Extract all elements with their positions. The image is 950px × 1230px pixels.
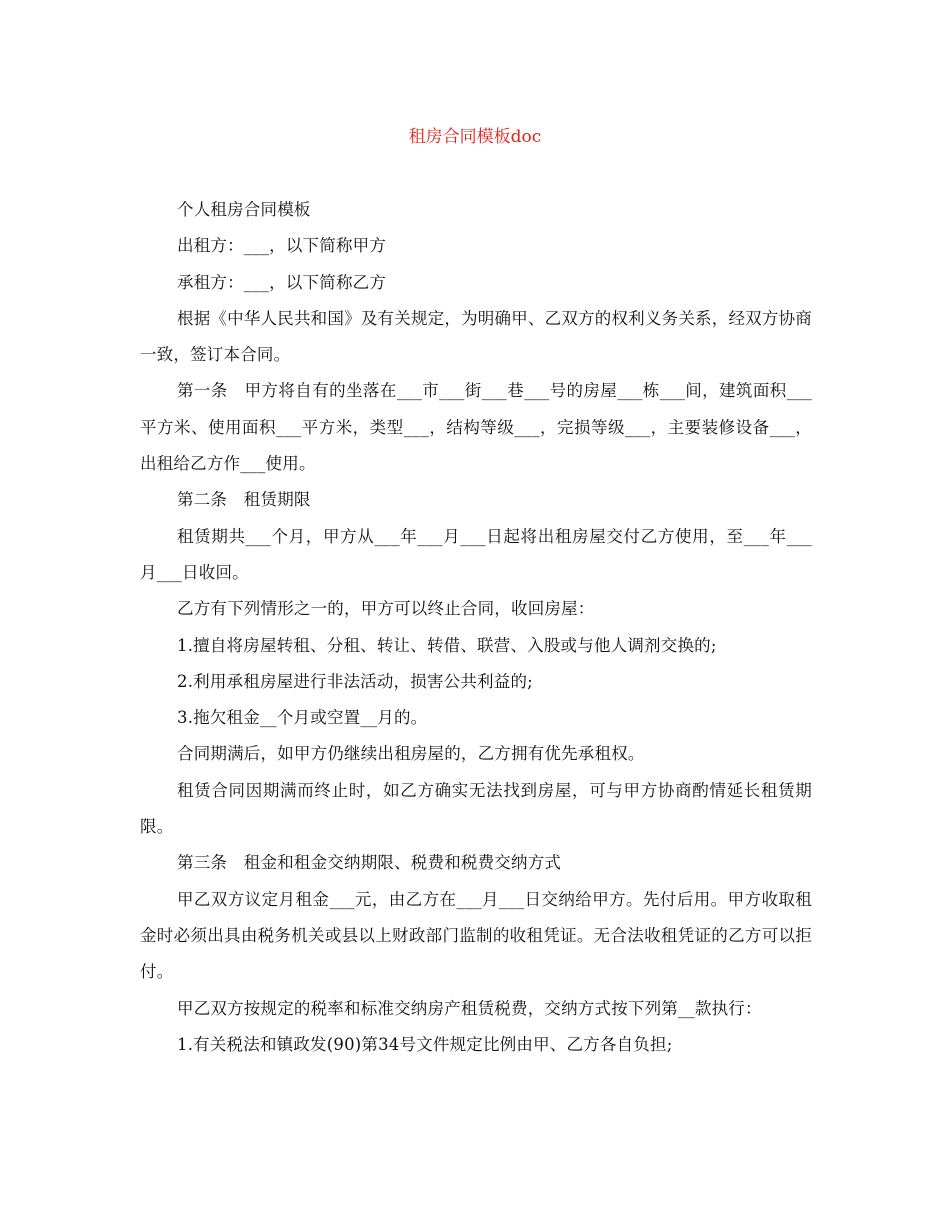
- list-item: 1.有关税法和镇政发(90)第34号文件规定比例由甲、乙方各自负担;: [177, 1034, 673, 1054]
- paragraph-preamble: 根据《中华人民共和国》及有关规定，为明确甲、乙双方的权利义务关系，经双方协商一致，签订本合同。: [140, 308, 812, 365]
- paragraph-extension: 租赁合同因期满而终止时，如乙方确实无法找到房屋，可与甲方协商酌情延长租赁期限。: [140, 780, 812, 837]
- document-title: 租房合同模板doc: [408, 127, 542, 147]
- paragraph-lease-term: 租赁期共___个月，甲方从___年___月___日起将出租房屋交付乙方使用，至___年___月___日收回。: [140, 526, 812, 582]
- list-item: 2.利用承租房屋进行非法活动，损害公共利益的;: [177, 671, 533, 691]
- paragraph-article-3-heading: 第三条 租金和租金交纳期限、税费和税费交纳方式: [177, 853, 562, 873]
- paragraph-lessee: 承租方：___，以下简称乙方: [177, 272, 387, 292]
- paragraph-termination-intro: 乙方有下列情形之一的，甲方可以终止合同，收回房屋：: [177, 599, 595, 619]
- document-body: [140, 192, 812, 1063]
- paragraph-lessor: 出租方：___，以下简称甲方: [177, 236, 387, 256]
- paragraph-article-1: 第一条 甲方将自有的坐落在___市___街___巷___号的房屋___栋___间，建筑面积___平方米、使用面积___平方米，类型___，结构等级___，完损等级___，主要装修设备___，出租给乙方作___使用。: [140, 381, 812, 474]
- paragraph-article-2-heading: 第二条 租赁期限: [177, 490, 311, 510]
- list-item: 1.擅自将房屋转租、分租、转让、转借、联营、入股或与他人调剂交换的;: [177, 635, 717, 655]
- paragraph-tax: 甲乙双方按规定的税率和标准交纳房产租赁税费，交纳方式按下列第__款执行：: [177, 998, 762, 1018]
- paragraph-heading: 个人租房合同模板: [177, 200, 311, 219]
- list-item: 3.拖欠租金__个月或空置__月的。: [177, 708, 428, 728]
- paragraph-rent-payment: 甲乙双方议定月租金___元，由乙方在___月___日交纳给甲方。先付后用。甲方收取租金时必须出具由税务机关或县以上财政部门监制的收租凭证。无合法收租凭证的乙方可以拒付。: [140, 889, 812, 982]
- paragraph-renewal-priority: 合同期满后，如甲方仍继续出租房屋的，乙方拥有优先承租权。: [177, 744, 645, 764]
